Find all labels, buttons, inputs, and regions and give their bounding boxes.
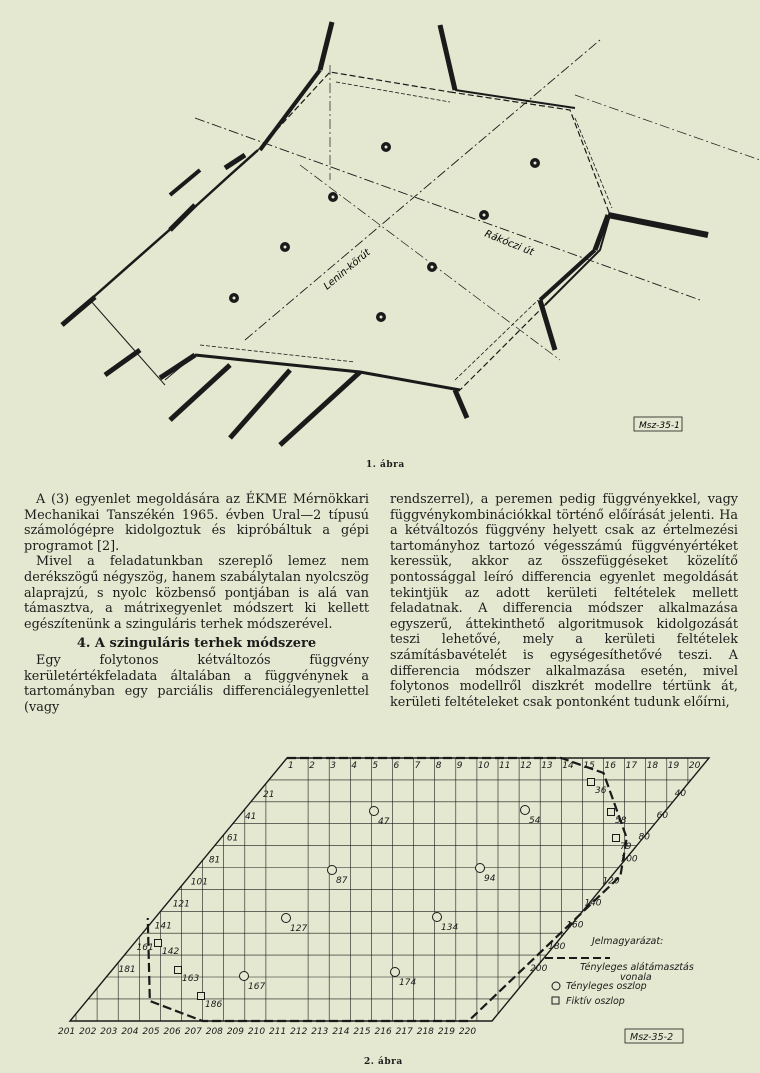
left-paragraph-2: Mivel a feladatunkban szereplő lemez nem derékszögű négyszög, hanem szabálytalan nyolcszög alaprajzú, s nyolc közbenső pontjában is alá van támasztva, a mátrixegyenlet módszert ki kellett egészítenünk a szinguláris terhek módszerével. [24, 554, 369, 632]
actual-column-marker [521, 806, 530, 815]
bottom-node-label: 201 [58, 1027, 76, 1037]
fictive-column-marker [198, 993, 205, 1000]
bottom-node-label: 218 [416, 1027, 434, 1037]
right-node-label: 160 [566, 920, 584, 931]
fictive-number: 186 [205, 1000, 223, 1010]
top-node-label: 10 [477, 761, 490, 771]
top-node-label: 12 [520, 761, 532, 771]
fictive-number: 163 [182, 974, 200, 984]
figure-1-caption: 1. ábra [366, 460, 405, 470]
column-number: 167 [248, 982, 266, 992]
top-node-label: 6 [393, 761, 400, 771]
left-node-label: 121 [172, 899, 190, 910]
column-number: 174 [399, 978, 417, 988]
bottom-node-label: 213 [311, 1027, 329, 1037]
figure-2-tag: Msz-35-2 [630, 1032, 674, 1043]
actual-column-marker [476, 864, 485, 873]
left-node-label: 181 [118, 965, 136, 976]
top-node-label: 16 [604, 761, 616, 771]
top-node-label: 2 [309, 761, 315, 771]
top-node-label: 5 [372, 761, 379, 771]
right-node-label: 100 [620, 854, 638, 865]
bottom-node-label: 203 [100, 1027, 118, 1037]
left-node-label: 161 [136, 943, 154, 954]
top-node-label: 1 [288, 761, 294, 771]
legend-fictive-label: Fiktív oszlop [566, 996, 625, 1007]
top-node-label: 13 [541, 761, 553, 771]
column-number: 127 [290, 924, 308, 934]
fictive-column-marker [155, 940, 162, 947]
bottom-node-label: 204 [121, 1027, 139, 1037]
actual-column-marker [282, 914, 291, 923]
bottom-node-label: 214 [332, 1027, 350, 1037]
actual-column-marker [391, 968, 400, 977]
fictive-number: 58 [615, 816, 627, 826]
right-paragraph-1: rendszerrel), a peremen pedig függvényekkel, vagy függvénykombinációkkal történő előírását jelenti. Ha a kétváltozós függvény helyett csak az értelmezési tartományhoz tartozó végesszámú függvényértéket keressük, akkor az összefüggéseket közelítő pontossággal leíró differencia egyenlet megoldását tekintjük az adott kerületi feltételek mellett feladatnak. A differencia módszer alkalmazása egyszerű, áttekinthető algoritmusok kidolgozását teszi lehetővé, mely a kerületi feltételek számításbavételét is egységesíthetővé teszi. A differencia módszer alkalmazása esetén, mivel folytonos modellről diszkrét modellre tértünk át, kerületi feltételeket csak pontonként tudunk előírni, [390, 492, 738, 710]
right-column [390, 492, 738, 710]
left-paragraph-1: A (3) egyenlet megoldására az ÉKME Mérnökkari Mechanikai Tanszékén 1965. évben Ural—2 típusú számológépre kidolgoztuk és kipróbáltuk a gépi programot [2]. [24, 492, 369, 554]
actual-column-marker [433, 913, 442, 922]
legend-line-label-2: vonala [620, 972, 652, 983]
legend-title: Jelmagyarázat: [592, 936, 664, 947]
top-node-label: 8 [435, 761, 442, 771]
top-node-label: 4 [351, 761, 358, 771]
column-number: 94 [484, 874, 496, 884]
top-node-label: 11 [499, 761, 511, 771]
figure-2-caption: 2. ábra [364, 1057, 403, 1067]
bottom-node-label: 220 [458, 1027, 477, 1037]
bottom-node-label: 206 [163, 1027, 181, 1037]
bottom-node-label: 208 [205, 1027, 223, 1037]
actual-column-marker [370, 807, 379, 816]
section-heading: 4. A szinguláris terhek módszere [76, 636, 317, 652]
figure-2-grid [0, 735, 760, 1073]
column-number: 87 [336, 876, 348, 886]
fictive-number: 142 [162, 947, 180, 957]
bottom-node-label: 202 [79, 1027, 97, 1037]
actual-column-marker [328, 866, 337, 875]
bottom-node-label: 215 [353, 1027, 371, 1037]
bottom-node-label: 212 [290, 1027, 308, 1037]
right-node-label: 140 [584, 898, 602, 909]
left-node-label: 61 [226, 833, 239, 844]
figure-1-tag: Msz-35-1 [639, 421, 680, 431]
legend-line-label: Tényleges alátámasztás [580, 962, 694, 973]
legend [545, 936, 694, 1043]
right-node-label: 200 [530, 964, 548, 975]
top-node-label: 18 [646, 761, 659, 771]
top-node-label: 9 [456, 761, 463, 771]
top-node-label: 20 [688, 761, 701, 771]
column-number: 134 [441, 923, 459, 933]
left-paragraph-3: Egy folytonos kétváltozós függvény kerületértékfeladata általában a függvénynek a tartományban egy parciális differenciálegyenlettel (vagy [24, 652, 369, 715]
column-number: 47 [378, 817, 390, 827]
right-node-label: 60 [656, 810, 669, 821]
bottom-node-label: 216 [374, 1027, 392, 1037]
actual-column-marker [240, 972, 249, 981]
fictive-number: 79 [620, 842, 632, 852]
bottom-node-label: 205 [142, 1027, 160, 1037]
left-column [24, 492, 369, 715]
bottom-node-label: 209 [226, 1027, 245, 1037]
right-node-label: 40 [674, 788, 687, 799]
fictive-column-marker [613, 835, 620, 842]
fictive-number: 36 [595, 786, 607, 796]
right-node-label: 120 [602, 876, 620, 887]
left-node-label: 21 [263, 789, 275, 800]
top-node-label: 17 [625, 761, 638, 771]
top-node-label: 3 [330, 761, 336, 771]
top-node-label: 19 [667, 761, 680, 771]
figure-1-plan [0, 0, 760, 480]
left-node-label: 141 [154, 921, 172, 932]
street-label-lenin: Lenin-körút [321, 247, 373, 293]
left-node-label: 81 [208, 855, 221, 866]
column-number: 54 [529, 816, 541, 826]
legend-actual-label: Tényleges oszlop [566, 981, 647, 992]
bottom-node-label: 217 [395, 1027, 413, 1037]
bottom-node-label: 219 [437, 1027, 456, 1037]
bottom-node-label: 207 [184, 1027, 202, 1037]
top-node-label: 7 [414, 761, 421, 771]
left-node-label: 41 [244, 811, 257, 822]
right-node-label: 80 [638, 832, 651, 843]
fictive-column-marker [588, 779, 595, 786]
bottom-node-label: 211 [269, 1027, 287, 1037]
right-node-label: 180 [548, 942, 566, 953]
street-label-rakoczi: Rákóczi út [482, 228, 536, 259]
bottom-node-label: 210 [247, 1027, 266, 1037]
fictive-column-marker [175, 967, 182, 974]
top-node-label: 14 [562, 761, 574, 771]
fictive-column-marker [608, 809, 615, 816]
left-node-label: 101 [190, 877, 208, 888]
top-node-label: 15 [583, 761, 595, 771]
